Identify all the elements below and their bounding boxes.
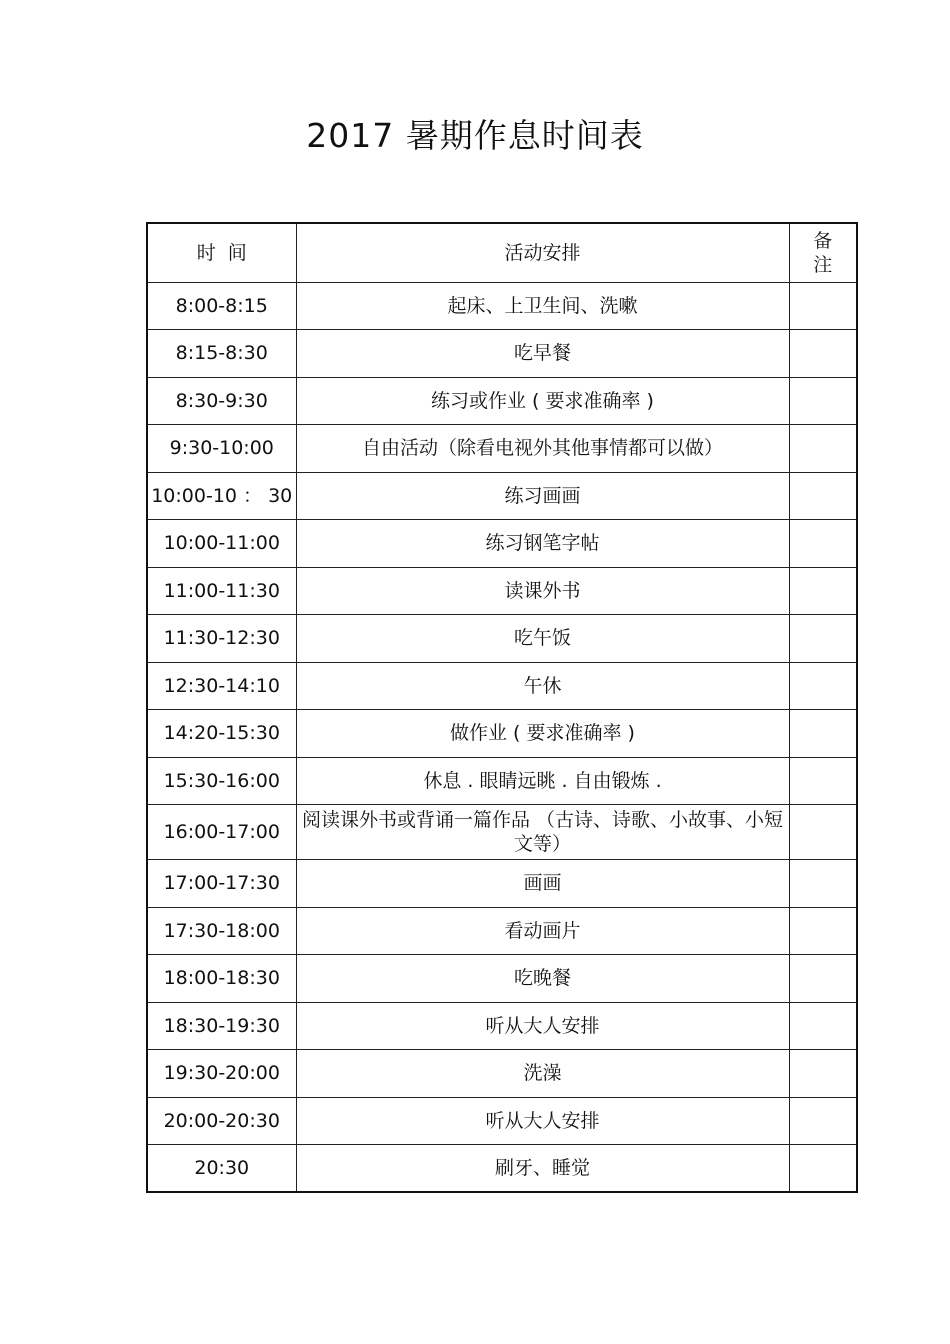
note-cell (789, 907, 857, 955)
table-row (147, 425, 857, 473)
table-row (147, 757, 857, 805)
schedule-table (146, 222, 858, 1193)
activity-cell: 练习钢笔字帖 (296, 520, 789, 568)
time-cell: 18:00-18:30 (147, 955, 296, 1003)
table-row (147, 472, 857, 520)
activity-cell: 画画 (296, 860, 789, 908)
table-row (147, 615, 857, 663)
activity-cell: 练习画画 (296, 472, 789, 520)
activity-cell: 自由活动（除看电视外其他事情都可以做） (296, 425, 789, 473)
table-row (147, 282, 857, 330)
header-activity: 活动安排 (296, 223, 789, 282)
header-note (789, 223, 857, 282)
note-cell (789, 710, 857, 758)
time-cell: 20:00-20:30 (147, 1097, 296, 1145)
table-row (147, 805, 857, 860)
activity-cell: 吃午饭 (296, 615, 789, 663)
activity-cell: 洗澡 (296, 1050, 789, 1098)
activity-cell: 刷牙、睡觉 (296, 1145, 789, 1193)
note-cell (789, 472, 857, 520)
table-row (147, 860, 857, 908)
time-cell: 11:30-12:30 (147, 615, 296, 663)
time-cell: 14:20-15:30 (147, 710, 296, 758)
time-cell: 19:30-20:00 (147, 1050, 296, 1098)
table-row (147, 1002, 857, 1050)
activity-cell: 看动画片 (296, 907, 789, 955)
note-cell (789, 662, 857, 710)
table-row (147, 1145, 857, 1193)
table-row (147, 907, 857, 955)
time-cell: 8:15-8:30 (147, 330, 296, 378)
header-note-line1: 备 (813, 229, 833, 252)
note-cell (789, 615, 857, 663)
time-cell: 16:00-17:00 (147, 805, 296, 860)
table-row (147, 520, 857, 568)
table-row (147, 710, 857, 758)
table-row (147, 567, 857, 615)
time-cell: 9:30-10:00 (147, 425, 296, 473)
time-cell: 11:00-11:30 (147, 567, 296, 615)
time-cell: 10:00-10 ： 30 (147, 472, 296, 520)
time-cell: 17:00-17:30 (147, 860, 296, 908)
time-cell: 8:00-8:15 (147, 282, 296, 330)
note-cell (789, 1002, 857, 1050)
note-cell (789, 330, 857, 378)
table-row (147, 662, 857, 710)
activity-cell: 午休 (296, 662, 789, 710)
time-cell: 8:30-9:30 (147, 377, 296, 425)
time-cell: 20:30 (147, 1145, 296, 1193)
header-note-line2: 注 (813, 253, 833, 276)
activity-cell: 休息 . 眼睛远眺 . 自由锻炼 . (296, 757, 789, 805)
time-cell: 15:30-16:00 (147, 757, 296, 805)
note-cell (789, 1145, 857, 1193)
activity-cell: 吃早餐 (296, 330, 789, 378)
note-cell (789, 860, 857, 908)
header-time: 时 间 (147, 223, 296, 282)
table-row (147, 1097, 857, 1145)
note-cell (789, 757, 857, 805)
activity-cell: 阅读课外书或背诵一篇作品 （古诗、诗歌、小故事、小短文等） (296, 805, 789, 860)
note-cell (789, 425, 857, 473)
table-header-row (147, 223, 857, 282)
activity-cell: 读课外书 (296, 567, 789, 615)
table-row (147, 955, 857, 1003)
time-cell: 17:30-18:00 (147, 907, 296, 955)
table-row (147, 330, 857, 378)
note-cell (789, 282, 857, 330)
activity-cell: 练习或作业 ( 要求准确率 ) (296, 377, 789, 425)
note-cell (789, 955, 857, 1003)
note-cell (789, 1097, 857, 1145)
activity-cell: 吃晚餐 (296, 955, 789, 1003)
page-title: 2017 暑期作息时间表 (306, 116, 644, 155)
table-row (147, 1050, 857, 1098)
note-cell (789, 520, 857, 568)
note-cell (789, 805, 857, 860)
time-cell: 10:00-11:00 (147, 520, 296, 568)
time-cell: 12:30-14:10 (147, 662, 296, 710)
time-cell: 18:30-19:30 (147, 1002, 296, 1050)
table-row (147, 377, 857, 425)
note-cell (789, 377, 857, 425)
activity-cell: 起床、上卫生间、洗嗽 (296, 282, 789, 330)
activity-cell: 听从大人安排 (296, 1097, 789, 1145)
activity-cell: 听从大人安排 (296, 1002, 789, 1050)
note-cell (789, 567, 857, 615)
note-cell (789, 1050, 857, 1098)
activity-cell: 做作业 ( 要求准确率 ) (296, 710, 789, 758)
